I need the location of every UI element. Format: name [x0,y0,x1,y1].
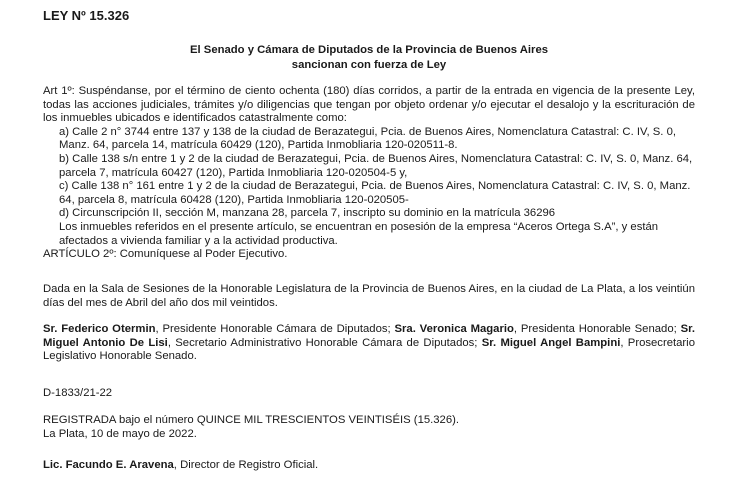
article-1-item-a: a) Calle 2 n° 3744 entre 137 y 138 de la ciudad de Berazategui, Pcia. de Buenos Aires, Nomenclatura Catastral: C. IV, S. 0, Manz. 64, parcela 14, matrícula 60429 (120), Partida Inmobliaria 120-020511-8. [59,125,677,152]
registration-line-2: La Plata, 10 de mayo de 2022. [43,427,197,440]
signatory-4-role: , Prosecretario Legislativo Honorable Senado. [43,336,695,363]
signatory-1-role: , Presidente Honorable Cámara de Diputados; [155,323,395,335]
signatory-2-name: Sra. Veronica Magario [394,323,514,335]
director-name: Lic. Facundo E. Aravena [43,459,174,471]
director-role: , Director de Registro Oficial. [173,459,319,471]
signatory-4-name: Sr. Miguel Angel Bampini [481,336,621,349]
director-line [43,459,695,473]
heading-line-2: sancionan con fuerza de Ley [291,59,447,71]
signatory-3-name: Sr. Miguel Antonio De Lisi [43,323,696,349]
article-1 [43,85,695,262]
registration [43,414,695,441]
signatory-3-role: , Secretario Administrativo Honorable Cámara de Diputados; [167,336,482,349]
article-1-closing: Los inmuebles referidos en el presente artículo, se encuentran en posesión de la empresa “Aceros Ortega S.A”, y están afectados a vivienda familiar y a la actividad productiva. [59,220,659,247]
article-2: ARTÍCULO 2º: Comuníquese al Poder Ejecutivo. [43,248,288,261]
law-title: LEY Nº 15.326 [43,8,130,23]
registration-line-1: REGISTRADA bajo el número QUINCE MIL TRESCIENTOS VEINTISÉIS (15.326). [43,414,460,426]
article-1-item-d: d) Circunscripción II, sección M, manzana 28, parcela 7, inscripto su dominio en la matrícula 36296 [59,207,556,220]
given-text: Dada en la Sala de Sesiones de la Honorable Legislatura de la Provincia de Buenos Aires, en la ciudad de La Plata, a los veintiún días del mes de Abril del año dos mil veintidos. [43,283,695,309]
signatories-paragraph [43,323,695,364]
signatory-2-role: , Presidenta Honorable Senado; [513,323,681,335]
file-code: D-1833/21-22 [43,387,113,399]
given-paragraph [43,283,695,310]
article-1-item-b: b) Calle 138 s/n entre 1 y 2 de la ciudad de Berazategui, Pcia. de Buenos Aires, Nomenclatura Catastral: C. IV, S. 0, Manz. 64, parcela 7, matrícula 60427 (120), Partida Inmobliaria 120-020504-5 y, [59,152,693,179]
article-1-intro: Art 1º: Suspéndanse, por el término de ciento ochenta (180) días corridos, a partir de la entrada en vigencia de la presente Ley, todas las acciones judiciales, trámites y/o diligencias que tengan por objeto ordenar y/o ejecutar el desalojo y la escrituración de los inmuebles ubicados e identificados catastralmente como: [43,85,695,125]
article-1-item-c: c) Calle 138 n° 161 entre 1 y 2 de la ciudad de Berazategui, Pcia. de Buenos Aires, Nomenclatura Catastral: C. IV, S. 0, Manz. 64, parcela 8, matrícula 60428 (120), Partida Inmobliaria 120-020505- [59,180,691,206]
signatory-1-name: Sr. Federico Otermin [43,323,156,335]
enacting-heading [43,44,695,74]
heading-line-1: El Senado y Cámara de Diputados de la Provincia de Buenos Aires [189,44,549,56]
